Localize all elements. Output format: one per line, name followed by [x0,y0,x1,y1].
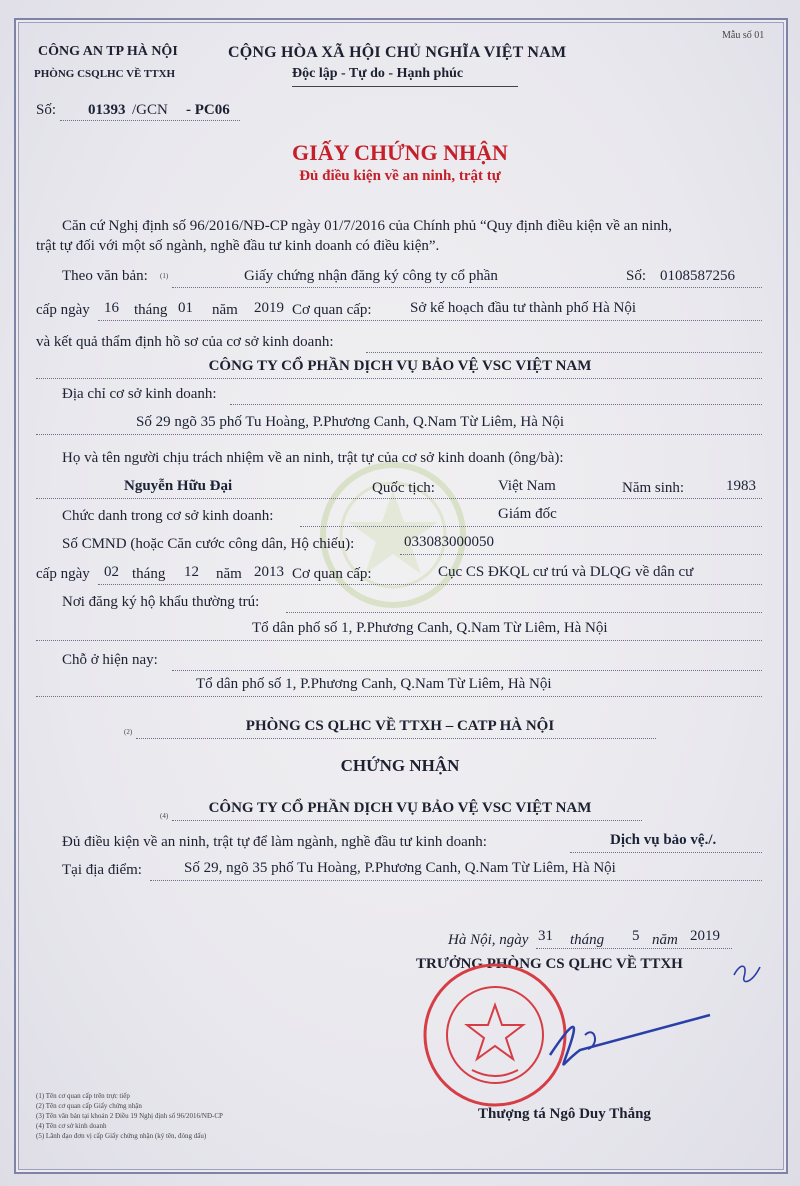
registered-label: Nơi đăng ký hộ khẩu thường trú: [62,594,260,610]
birth-year: 1983 [726,478,756,494]
position-value: Giám đốc [498,506,557,522]
issuing-authority: PHÒNG CS QLHC VỀ TTXH – CATP HÀ NỘI [245,718,555,734]
company-name: CÔNG TY CỔ PHẦN DỊCH VỤ BẢO VỆ VSC VIỆT NAM [208,358,592,374]
basis-line1: Căn cứ Nghị định số 96/2016/NĐ-CP ngày 01/7/2016 của Chính phủ “Quy định điều kiện về an ninh, [62,218,673,234]
number-dotline [60,120,240,121]
result-line: và kết quả thẩm định hồ sơ của cơ sở kinh doanh: [36,334,334,350]
sign-month: 5 [632,928,640,944]
position-label: Chức danh trong cơ sở kinh doanh: [62,508,274,524]
issue-year-label: năm [212,302,238,318]
company2-dotline [172,820,642,821]
issuer-line2: PHÒNG CSQLHC VỀ TTXH [34,68,176,80]
location-value: Số 29, ngõ 35 phố Tu Hoàng, P.Phương Canh, Q.Nam Từ Liêm, Hà Nội [184,860,616,876]
nationality-label: Quốc tịch: [372,480,435,496]
id-number: 033083000050 [404,534,494,550]
footnote-3: (3) Tên văn bản tại khoản 2 Điều 19 Nghị định số 96/2016/NĐ-CP [36,1112,223,1120]
person-name: Nguyễn Hữu Đại [124,478,233,494]
certificate-number: 01393 [88,102,126,118]
company-address: Số 29 ngõ 35 phố Tu Hoàng, P.Phương Canh, Q.Nam Từ Liêm, Hà Nội [136,414,565,430]
person-dotline [36,498,762,499]
document-dotline [172,287,762,288]
address-dotline [36,434,762,435]
registered-dotline [36,640,762,641]
id-issue-label: cấp ngày [36,566,90,582]
issue-dotline [98,320,762,321]
document-value: Giấy chứng nhận đăng ký công ty cổ phần [244,268,498,284]
number-label: Số: [36,102,57,118]
number-suffix: /GCN [132,102,168,118]
id-agency: Cục CS ĐKQL cư trú và DLQG về dân cư [438,564,694,580]
id-month-label: tháng [132,566,166,582]
country-name: CỘNG HÒA XÃ HỘI CHỦ NGHĨA VIỆT NAM [228,44,567,61]
basis-line2: trật tự đối với một số ngành, nghề đầu tư kinh doanh có điều kiện”. [36,238,440,254]
authority-dotline [136,738,656,739]
agency-value: Sở kế hoạch đầu tư thành phố Hà Nội [410,300,637,316]
position-dotline [300,526,762,527]
form-code: Mẫu số 01 [722,30,765,41]
agency-label: Cơ quan cấp: [292,302,372,318]
note-2: (2) [124,728,133,736]
document-number: 0108587256 [660,268,735,284]
registered-label-dotline [286,612,762,613]
sign-day: 31 [538,928,553,944]
number-dept: - PC06 [186,102,230,118]
issue-date-label: cấp ngày [36,302,90,318]
current-address: Tổ dân phố số 1, P.Phương Canh, Q.Nam Từ Liêm, Hà Nội [196,676,552,692]
id-label: Số CMND (hoặc Căn cước công dân, Hộ chiếu): [62,536,355,552]
signer-name: Thượng tá Ngô Duy Thắng [478,1106,651,1122]
business-dotline [570,852,762,853]
signatory-title: TRƯỞNG PHÒNG CS QLHC VỀ TTXH [416,956,683,972]
sign-year: 2019 [690,928,720,944]
eligible-label: Đủ điều kiện về an ninh, trật tự để làm ngành, nghề đầu tư kinh doanh: [62,834,487,850]
nationality-value: Việt Nam [498,478,556,494]
current-dotline [36,696,762,697]
issue-month-label: tháng [134,302,168,318]
sign-year-label: năm [652,932,678,948]
signature-icon [540,1005,720,1075]
registered-address: Tổ dân phố số 1, P.Phương Canh, Q.Nam Từ Liêm, Hà Nội [252,620,608,636]
sign-month-label: tháng [570,932,605,948]
id-agency-label: Cơ quan cấp: [292,566,372,582]
certified-company: CÔNG TY CỔ PHẦN DỊCH VỤ BẢO VỆ VSC VIỆT NAM [208,800,592,816]
current-label: Chỗ ở hiện nay: [62,652,158,668]
birth-year-label: Năm sinh: [622,480,685,496]
company-dotline [36,378,762,379]
issuer-line1: CÔNG AN TP HÀ NỘI [38,44,178,59]
motto: Độc lập - Tự do - Hạnh phúc [292,66,464,81]
note-4: (4) [160,812,169,820]
id-year: 2013 [254,564,284,580]
id-issue-dotline [98,584,762,585]
note-1: (1) [160,272,169,280]
footnote-5: (5) Lãnh đạo đơn vị cấp Giấy chứng nhận (ký tên, đóng dấu) [36,1132,207,1140]
document-number-label: Số: [626,268,647,284]
result-dotline [366,352,762,353]
location-label: Tại địa điểm: [62,862,142,878]
issue-day: 16 [104,300,119,316]
issue-month: 01 [178,300,193,316]
person-intro: Họ và tên người chịu trách nhiệm về an ninh, trật tự của cơ sở kinh doanh (ông/bà): [62,450,564,466]
document-label: Theo văn bản: [62,268,148,284]
initials-icon [730,955,770,995]
document-subtitle: Đủ điều kiện về an ninh, trật tự [299,168,501,184]
footnote-4: (4) Tên cơ sở kinh doanh [36,1122,107,1130]
footnote-1: (1) Tên cơ quan cấp trên trực tiếp [36,1092,130,1100]
motto-underline [292,86,518,87]
location-dotline [150,880,762,881]
id-month: 12 [184,564,199,580]
address-label: Địa chỉ cơ sở kinh doanh: [62,386,217,402]
current-label-dotline [172,670,762,671]
address-label-dotline [230,404,762,405]
footnote-2: (2) Tên cơ quan cấp Giấy chứng nhận [36,1102,142,1110]
sign-place-label: Hà Nội, ngày [448,932,529,948]
id-dotline [400,554,762,555]
id-day: 02 [104,564,119,580]
sign-date-dotline [536,948,732,949]
id-year-label: năm [216,566,242,582]
certifies-heading: CHỨNG NHẬN [340,756,460,775]
document-title: GIẤY CHỨNG NHẬN [292,140,508,165]
business-line: Dịch vụ bảo vệ./. [610,832,717,848]
issue-year: 2019 [254,300,284,316]
